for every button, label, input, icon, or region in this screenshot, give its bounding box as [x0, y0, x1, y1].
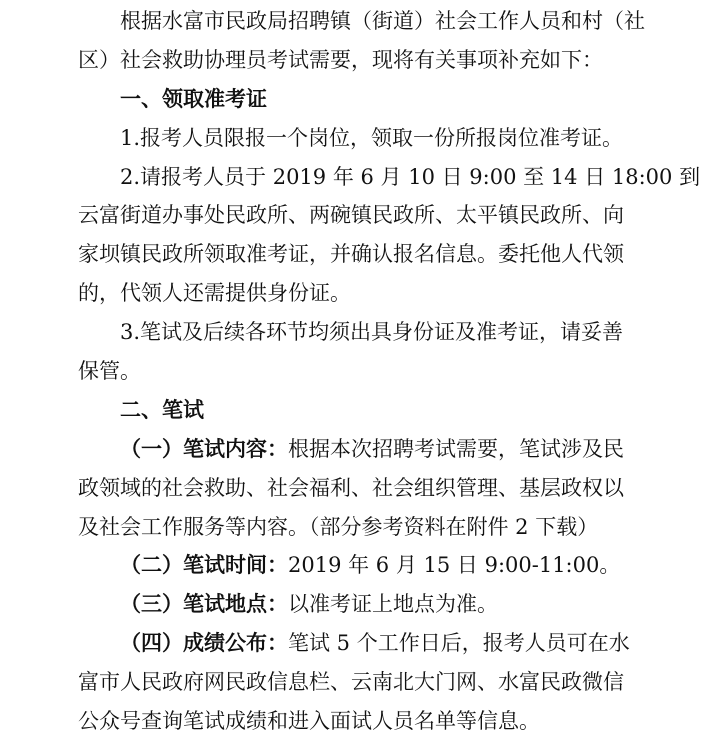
intro-line-1: 根据水富市民政局招聘镇（街道）社会工作人员和村（社	[120, 9, 645, 33]
section-2-item-2-line-1	[0, 546, 710, 584]
section-2-item-4-line-2: 富市人民政府网民政信息栏、云南北大门网、水富民政微信	[78, 670, 624, 695]
section-1-item-2-line-3: 家坝镇民政所领取准考证，并确认报名信息。委托他人代领	[78, 242, 624, 267]
section-1-item-2-line-4: 的，代领人还需提供身份证。	[78, 281, 351, 306]
section-2-item-3-line-1	[0, 585, 710, 623]
intro-line-2: 区）社会救助协理员考试需要，现将有关事项补充如下：	[78, 47, 603, 72]
section-2-item-3-label: （三）笔试地点：	[120, 591, 288, 617]
section-2-item-1-text: 根据本次招聘考试需要，笔试涉及民	[288, 436, 624, 461]
section-2-item-1-label: （一）笔试内容：	[120, 435, 288, 461]
section-1-heading: 一、领取准考证	[120, 85, 267, 111]
section-1-item-2-line-2: 云富街道办事处民政所、两碗镇民政所、太平镇民政所、向	[78, 203, 624, 228]
section-1-item-2-line-1: 2.请报考人员于 2019 年 6 月 10 日 9:00 至 14 日 18:00 到	[120, 164, 701, 189]
section-2-item-4-line-3: 公众号查询笔试成绩和进入面试人员名单等信息。	[78, 709, 540, 733]
section-2-item-3-text: 以准考证上地点为准。	[288, 592, 498, 617]
section-2-item-4-text: 笔试 5 个工作日后，报考人员可在水	[288, 631, 630, 656]
section-2-item-1-line-2: 政领域的社会救助、社会福利、社会组织管理、基层政权以	[78, 475, 624, 500]
section-2-heading: 二、笔试	[120, 396, 204, 422]
section-2-item-2-text: 2019 年 6 月 15 日 9:00-11:00。	[288, 553, 621, 578]
section-1-item-1-line-1: 1.报考人员限报一个岗位，领取一份所报岗位准考证。	[120, 125, 624, 150]
section-2-item-1-line-1	[0, 430, 710, 468]
section-1-item-3-line-2: 保管。	[78, 359, 141, 383]
section-2-item-4-line-1	[0, 624, 710, 662]
section-1-item-3-line-1: 3.笔试及后续各环节均须出具身份证及准考证，请妥善	[120, 320, 624, 345]
section-2-item-2-label: （二）笔试时间：	[120, 552, 288, 578]
section-2-item-4-label: （四）成绩公布：	[120, 630, 288, 656]
section-2-item-1-line-3: 及社会工作服务等内容。（部分参考资料在附件 2 下载）	[78, 514, 599, 539]
